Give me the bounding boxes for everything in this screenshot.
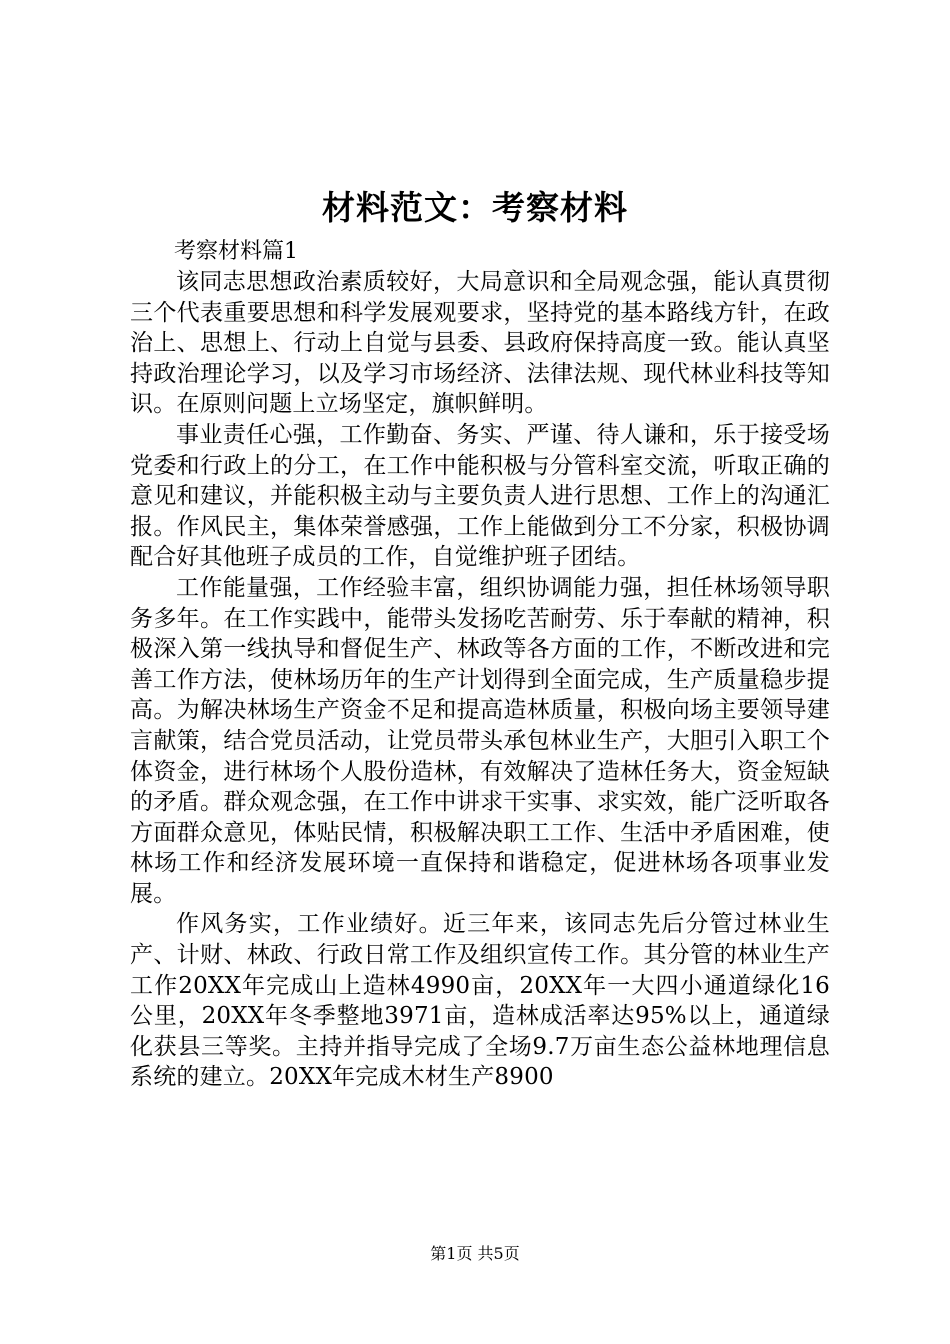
page-number-footer: 第1页 共5页 bbox=[430, 1244, 520, 1263]
page-title: 材料范文：考察材料 bbox=[322, 188, 628, 227]
document-body bbox=[130, 236, 830, 1093]
section-heading: 考察材料篇1 bbox=[174, 239, 298, 264]
paragraph-2: 事业责任心强，工作勤奋、务实、严谨、待人谦和，乐于接受场党委和行政上的分工，在工作中能积极与分管科室交流，听取正确的意见和建议，并能积极主动与主要负责人进行思想、工作上的沟通汇报。作风民主，集体荣誉感强，工作上能做到分工不分家，积极协调配合好其他班子成员的工作，自觉维护班子团结。 bbox=[130, 421, 830, 571]
paragraph-1: 该同志思想政治素质较好，大局意识和全局观念强，能认真贯彻三个代表重要思想和科学发展观要求，坚持党的基本路线方针，在政治上、思想上、行动上自觉与县委、县政府保持高度一致。能认真坚持政治理论学习，以及学习市场经济、法律法规、现代林业科技等知识。在原则问题上立场坚定，旗帜鲜明。 bbox=[130, 269, 830, 418]
paragraph-4: 作风务实，工作业绩好。近三年来，该同志先后分管过林业生产、计财、林政、行政日常工作及组织宣传工作。其分管的林业生产工作20XX年完成山上造林4990亩，20XX年一大四小通道绿化16公里，20XX年冬季整地3971亩，造林成活率达95%以上，通道绿化获县三等奖。主持并指导完成了全场9.7万亩生态公益林地理信息系统的建立。20XX年完成木材生产8900 bbox=[130, 911, 830, 1091]
paragraph-3: 工作能量强，工作经验丰富，组织协调能力强，担任林场领导职务多年。在工作实践中，能带头发扬吃苦耐劳、乐于奉献的精神，积极深入第一线执导和督促生产、林政等各方面的工作，不断改进和完善工作方法，使林场历年的生产计划得到全面完成，生产质量稳步提高。为解决林场生产资金不足和提高造林质量，积极向场主要领导建言献策，结合党员活动，让党员带头承包林业生产，大胆引入职工个体资金，进行林场个人股份造林，有效解决了造林任务大，资金短缺的矛盾。群众观念强，在工作中讲求干实事、求实效，能广泛听取各方面群众意见，体贴民情，积极解决职工工作、生活中矛盾困难，使林场工作和经济发展环境一直保持和谐稳定，促进林场各项事业发展。 bbox=[130, 574, 830, 907]
